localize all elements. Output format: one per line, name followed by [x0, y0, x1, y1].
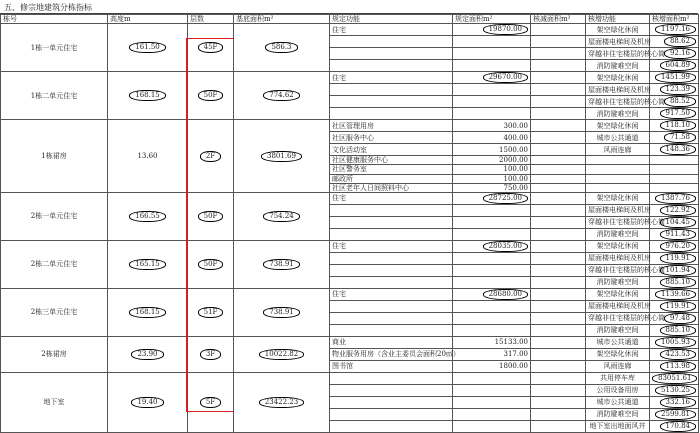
cell-name: 1栋二单元住宅 [1, 72, 108, 120]
cell-added-area-value: 911.43 [660, 229, 697, 240]
cell-area-value: 754.24 [263, 211, 300, 222]
cell-added-area [650, 421, 699, 433]
cell-added-function: 风雨连廊 [586, 361, 650, 373]
cell-reduced-area [531, 60, 586, 72]
cell-added-function: 架空绿化休闲 [586, 193, 650, 205]
cell-reduced-area [531, 165, 586, 174]
cell-added-area [650, 349, 699, 361]
cell-area [234, 120, 330, 193]
cell-function [330, 313, 453, 325]
cell-added-area-value: 2599.81 [655, 409, 696, 420]
cell-height [108, 24, 188, 72]
cell-floors [188, 337, 234, 373]
cell-added-area-value: 88.52 [664, 96, 696, 107]
cell-added-function: 架空绿化休闲 [586, 349, 650, 361]
cell-function: 住宅 [330, 24, 453, 36]
cell-added-area-value: 123.39 [660, 84, 697, 95]
cell-area [234, 241, 330, 289]
cell-added-function: 公用设备用房 [586, 385, 650, 397]
cell-floors [188, 373, 234, 433]
cell-function-area [453, 217, 531, 229]
cell-floors-value: 3F [200, 349, 221, 360]
cell-added-function: 城市公共通道 [586, 337, 650, 349]
cell-reduced-area [531, 385, 586, 397]
cell-added-area-value: 97.48 [664, 313, 696, 324]
cell-added-area-value: 976.20 [660, 241, 697, 252]
cell-function-area: 1500.00 [453, 144, 531, 156]
cell-function-area: 1800.00 [453, 361, 531, 373]
cell-height [108, 337, 188, 373]
page-title: 五、修宗地建筑分栋指标 [4, 3, 92, 12]
cell-added-function: 架空绿化休闲 [586, 241, 650, 253]
table-row [1, 72, 699, 84]
cell-name: 2栋裙房 [1, 337, 108, 373]
cell-function: 社区老年人日间照料中心 [330, 183, 453, 192]
cell-function-area [453, 385, 531, 397]
cell-reduced-area [531, 36, 586, 48]
cell-function-area [453, 301, 531, 313]
cell-added-area-value: 71.58 [664, 132, 696, 143]
cell-added-area-value: 885.10 [660, 277, 697, 288]
cell-height-value: 166.55 [129, 211, 166, 222]
cell-reduced-area [531, 253, 586, 265]
cell-function: 物业服务用房（含业主委员会面积20㎡） [330, 349, 453, 361]
cell-added-area-value: 148.36 [660, 144, 697, 155]
cell-reduced-area [531, 144, 586, 156]
cell-function-area: 750.00 [453, 183, 531, 192]
cell-height [108, 72, 188, 120]
cell-function-area [453, 373, 531, 385]
cell-function-area: 15133.00 [453, 337, 531, 349]
cell-function-area [453, 397, 531, 409]
cell-function-area: 100.00 [453, 165, 531, 174]
cell-function: 住宅 [330, 72, 453, 84]
cell-reduced-area [531, 421, 586, 433]
cell-reduced-area [531, 337, 586, 349]
cell-added-function: 消防避难空间 [586, 409, 650, 421]
cell-added-function [586, 156, 650, 165]
cell-function [330, 301, 453, 313]
cell-added-function: 城市公共通道 [586, 397, 650, 409]
cell-floors-value: 2F [200, 151, 221, 162]
header-added-area: 核增面积m² [650, 15, 699, 24]
cell-function-area [453, 241, 531, 253]
cell-added-area-value: 118.10 [660, 120, 697, 131]
cell-added-function: 架空绿化休闲 [586, 72, 650, 84]
cell-added-function [586, 165, 650, 174]
cell-added-area [650, 385, 699, 397]
table-row [1, 193, 699, 205]
cell-function-area [453, 36, 531, 48]
cell-function-area: 2000.00 [453, 156, 531, 165]
header-floors: 层数 [188, 15, 234, 24]
cell-floors [188, 120, 234, 193]
cell-reduced-area [531, 24, 586, 36]
table-row [1, 337, 699, 349]
cell-floors-value: 51F [198, 307, 224, 318]
cell-reduced-area [531, 241, 586, 253]
cell-function [330, 421, 453, 433]
cell-added-area [650, 156, 699, 165]
cell-function [330, 205, 453, 217]
cell-function: 邮政所 [330, 174, 453, 183]
cell-added-area [650, 144, 699, 156]
cell-name: 2栋三单元住宅 [1, 289, 108, 337]
cell-floors-value: 50F [198, 211, 224, 222]
cell-added-function: 消防避难空间 [586, 229, 650, 241]
cell-added-function: 城市公共通道 [586, 132, 650, 144]
header-base-area: 基底面积m² [234, 15, 330, 24]
header-building: 栋号 [1, 15, 108, 24]
cell-floors [188, 193, 234, 241]
cell-reduced-area [531, 132, 586, 144]
cell-added-function: 架空绿化休闲 [586, 120, 650, 132]
cell-added-area-value: 92.16 [664, 48, 696, 59]
cell-function-area [453, 313, 531, 325]
cell-added-area [650, 229, 699, 241]
table-row [1, 24, 699, 36]
cell-added-function: 风雨连廊 [586, 144, 650, 156]
header-function-area: 规定面积m² [453, 15, 531, 24]
cell-function-area: 400.00 [453, 132, 531, 144]
cell-function-area-value: 28725.00 [483, 193, 528, 204]
cell-reduced-area [531, 349, 586, 361]
cell-added-area [650, 183, 699, 192]
cell-added-function: 共用停车库 [586, 373, 650, 385]
cell-area [234, 24, 330, 72]
cell-added-area-value: 119.91 [660, 253, 697, 264]
cell-added-area [650, 72, 699, 84]
cell-function-area: 100.00 [453, 174, 531, 183]
cell-added-function: 穿越非住宅楼层的核心筒 [586, 217, 650, 229]
cell-function [330, 108, 453, 120]
header-added-function: 核增功能 [586, 15, 650, 24]
cell-added-function: 穿越非住宅楼层的核心筒 [586, 313, 650, 325]
cell-added-area [650, 165, 699, 174]
cell-added-area-value: 119.91 [660, 301, 697, 312]
cell-floors-value: 45F [198, 42, 224, 53]
cell-function-area [453, 60, 531, 72]
cell-added-area [650, 108, 699, 120]
cell-reduced-area [531, 72, 586, 84]
cell-function [330, 84, 453, 96]
cell-added-area-value: 113.98 [660, 361, 697, 372]
cell-reduced-area [531, 96, 586, 108]
cell-function: 社区警务室 [330, 165, 453, 174]
cell-added-area-value: 1139.66 [655, 289, 696, 300]
cell-function-area [453, 96, 531, 108]
cell-reduced-area [531, 361, 586, 373]
cell-function [330, 48, 453, 60]
cell-height [108, 193, 188, 241]
cell-reduced-area [531, 265, 586, 277]
cell-height-value: 168.15 [129, 90, 166, 101]
cell-floors-value: 50F [198, 259, 224, 270]
cell-reduced-area [531, 84, 586, 96]
cell-added-function: 穿越非住宅楼层的核心筒 [586, 48, 650, 60]
cell-function-area-value: 29670.00 [483, 72, 528, 83]
cell-added-area-value: 1197.16 [655, 24, 696, 35]
cell-added-area-value: 885.10 [660, 325, 697, 336]
cell-function-area [453, 409, 531, 421]
cell-added-function: 屋面楼电梯间及机房 [586, 301, 650, 313]
cell-name: 2栋一单元住宅 [1, 193, 108, 241]
cell-added-function: 地下室出地面风井 [586, 421, 650, 433]
cell-function-area [453, 253, 531, 265]
cell-added-function: 屋面楼电梯间及机房 [586, 36, 650, 48]
cell-reduced-area [531, 325, 586, 337]
cell-added-area [650, 277, 699, 289]
cell-added-area [650, 373, 699, 385]
cell-function [330, 253, 453, 265]
table-header-row [1, 15, 699, 24]
cell-area-value: 23422.23 [259, 397, 304, 408]
cell-added-function: 消防避难空间 [586, 108, 650, 120]
cell-height [108, 373, 188, 433]
cell-added-area [650, 301, 699, 313]
cell-reduced-area [531, 174, 586, 183]
cell-function-area [453, 325, 531, 337]
cell-function: 社区健康服务中心 [330, 156, 453, 165]
cell-added-area-value: 88.62 [664, 36, 696, 47]
cell-area [234, 193, 330, 241]
cell-function-area [453, 229, 531, 241]
cell-added-area [650, 120, 699, 132]
cell-added-area-value: 104.45 [660, 217, 697, 228]
cell-added-area [650, 289, 699, 301]
cell-function-area [453, 277, 531, 289]
cell-added-function: 消防避难空间 [586, 325, 650, 337]
cell-reduced-area [531, 183, 586, 192]
cell-added-area-value: 101.94 [660, 265, 697, 276]
cell-added-area-value: 1005.93 [655, 337, 696, 348]
cell-reduced-area [531, 217, 586, 229]
cell-added-area-value: 5130.25 [655, 385, 696, 396]
cell-added-area-value: 1387.76 [655, 193, 696, 204]
cell-area [234, 289, 330, 337]
cell-added-function: 架空绿化休闲 [586, 24, 650, 36]
cell-function-area [453, 205, 531, 217]
cell-added-area-value: 917.50 [660, 108, 697, 119]
cell-function: 社区管理用房 [330, 120, 453, 132]
cell-function-area [453, 421, 531, 433]
cell-function: 住宅 [330, 241, 453, 253]
cell-added-area-value: 122.92 [660, 205, 697, 216]
cell-added-area [650, 253, 699, 265]
cell-function: 商业 [330, 337, 453, 349]
cell-height-value: 19.40 [131, 397, 163, 408]
cell-function-area [453, 48, 531, 60]
cell-floors-value: 5F [200, 397, 221, 408]
cell-reduced-area [531, 156, 586, 165]
cell-added-area [650, 325, 699, 337]
cell-added-area [650, 409, 699, 421]
cell-function [330, 265, 453, 277]
cell-added-function: 屋面楼电梯间及机房 [586, 205, 650, 217]
cell-added-area [650, 36, 699, 48]
cell-function [330, 325, 453, 337]
cell-added-area-value: 170.84 [660, 421, 697, 432]
cell-added-function: 屋面楼电梯间及机房 [586, 253, 650, 265]
cell-reduced-area [531, 373, 586, 385]
cell-function-area [453, 72, 531, 84]
cell-added-function: 屋面楼电梯间及机房 [586, 84, 650, 96]
cell-area [234, 72, 330, 120]
cell-added-function: 架空绿化休闲 [586, 289, 650, 301]
cell-function [330, 60, 453, 72]
cell-function: 住宅 [330, 193, 453, 205]
table-row [1, 120, 699, 132]
cell-floors [188, 289, 234, 337]
cell-function: 文化活动室 [330, 144, 453, 156]
cell-added-function: 消防避难空间 [586, 60, 650, 72]
cell-added-area [650, 84, 699, 96]
cell-function-area-value: 28035.00 [483, 241, 528, 252]
cell-added-area-value: 83051.61 [652, 373, 697, 384]
cell-added-function [586, 183, 650, 192]
cell-height [108, 289, 188, 337]
cell-added-area-value: 332.16 [660, 397, 697, 408]
cell-reduced-area [531, 409, 586, 421]
cell-function [330, 96, 453, 108]
cell-reduced-area [531, 301, 586, 313]
cell-function-area [453, 84, 531, 96]
cell-reduced-area [531, 229, 586, 241]
cell-function-area [453, 24, 531, 36]
cell-added-function: 消防避难空间 [586, 277, 650, 289]
cell-area-value: 738.91 [263, 307, 300, 318]
cell-function [330, 397, 453, 409]
cell-area-value: 774.62 [263, 90, 300, 101]
cell-reduced-area [531, 397, 586, 409]
cell-floors-value: 50F [198, 90, 224, 101]
cell-reduced-area [531, 120, 586, 132]
cell-function-area [453, 265, 531, 277]
cell-name: 1栋裙房 [1, 120, 108, 193]
cell-floors [188, 24, 234, 72]
cell-function-area-value: 28680.00 [483, 289, 528, 300]
cell-function-area [453, 289, 531, 301]
cell-function [330, 36, 453, 48]
cell-name: 2栋二单元住宅 [1, 241, 108, 289]
cell-function-area: 300.00 [453, 120, 531, 132]
cell-name: 地下室 [1, 373, 108, 433]
cell-added-function: 穿越非住宅楼层的核心筒 [586, 96, 650, 108]
cell-added-area [650, 397, 699, 409]
cell-function [330, 373, 453, 385]
cell-height-value: 165.15 [129, 259, 166, 270]
cell-added-function: 穿越非住宅楼层的核心筒 [586, 265, 650, 277]
cell-area-value: 3801.69 [261, 151, 302, 162]
cell-height-value: 161.50 [129, 42, 166, 53]
cell-added-area [650, 337, 699, 349]
cell-height [108, 241, 188, 289]
cell-function: 图书馆 [330, 361, 453, 373]
building-index-table [0, 14, 699, 433]
cell-added-area [650, 60, 699, 72]
cell-reduced-area [531, 277, 586, 289]
header-height: 高度m [108, 15, 188, 24]
cell-function-area: 317.00 [453, 349, 531, 361]
cell-area-value: 738.91 [263, 259, 300, 270]
cell-reduced-area [531, 205, 586, 217]
cell-floors [188, 72, 234, 120]
cell-reduced-area [531, 193, 586, 205]
cell-height-value: 168.15 [129, 307, 166, 318]
cell-name: 1栋一单元住宅 [1, 24, 108, 72]
cell-added-area [650, 193, 699, 205]
cell-added-area-value: 604.89 [660, 60, 697, 71]
cell-added-function [586, 174, 650, 183]
cell-area-value: 10022.82 [259, 349, 304, 360]
cell-function [330, 409, 453, 421]
table-row [1, 241, 699, 253]
cell-area [234, 373, 330, 433]
cell-function [330, 217, 453, 229]
cell-reduced-area [531, 108, 586, 120]
header-reduced-area: 核减面积m² [531, 15, 586, 24]
cell-function: 社区服务中心 [330, 132, 453, 144]
cell-added-area [650, 241, 699, 253]
cell-reduced-area [531, 313, 586, 325]
cell-added-area [650, 174, 699, 183]
cell-function [330, 385, 453, 397]
cell-function-area [453, 193, 531, 205]
cell-height-value: 23.90 [131, 349, 163, 360]
cell-reduced-area [531, 48, 586, 60]
cell-added-area-value: 1451.99 [655, 72, 696, 83]
cell-function-area-value: 19870.00 [483, 24, 528, 35]
cell-added-area [650, 132, 699, 144]
cell-function [330, 229, 453, 241]
cell-area [234, 337, 330, 373]
cell-reduced-area [531, 289, 586, 301]
table-row [1, 373, 699, 385]
cell-added-area [650, 24, 699, 36]
table-row [1, 289, 699, 301]
cell-floors [188, 241, 234, 289]
cell-added-area [650, 205, 699, 217]
cell-height: 13.60 [108, 120, 188, 193]
cell-area-value: 586.3 [265, 42, 297, 53]
cell-function [330, 277, 453, 289]
cell-added-area-value: 423.53 [660, 349, 697, 360]
cell-added-area [650, 361, 699, 373]
cell-function-area [453, 108, 531, 120]
cell-function: 住宅 [330, 289, 453, 301]
header-function: 规定功能 [330, 15, 453, 24]
